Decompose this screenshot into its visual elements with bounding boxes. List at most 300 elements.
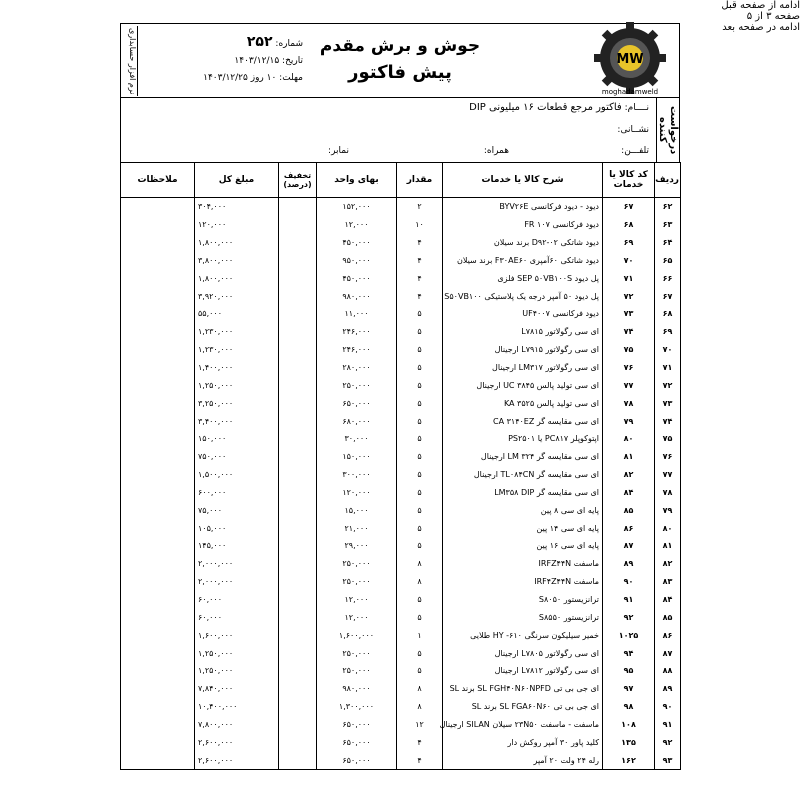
item-unit-price: ۲۵۰,۰۰۰ — [317, 376, 397, 394]
row-number: ۶۲ — [655, 198, 681, 216]
item-unit-price: ۲۵۰,۰۰۰ — [317, 662, 397, 680]
item-quantity: ۸ — [397, 680, 443, 698]
table-row — [121, 626, 681, 644]
item-discount — [279, 501, 317, 519]
item-discount — [279, 608, 317, 626]
item-code: ۹۴ — [603, 644, 655, 662]
item-unit-price: ۹۸۰,۰۰۰ — [317, 287, 397, 305]
item-description: دیود - دیود فرکانسی BYV۲۶E — [443, 198, 603, 216]
table-row — [121, 323, 681, 341]
item-discount — [279, 644, 317, 662]
item-unit-price: ۲۹,۰۰۰ — [317, 537, 397, 555]
item-quantity: ۱۰ — [397, 216, 443, 234]
item-notes — [121, 680, 195, 698]
item-unit-price: ۱۵۲,۰۰۰ — [317, 198, 397, 216]
item-total: ۲,۰۰۰,۰۰۰ — [195, 573, 279, 591]
item-description: ای سی تولید پالس UC ۳۸۴۵ ارجینال — [443, 376, 603, 394]
item-code: ۹۸ — [603, 698, 655, 716]
item-discount — [279, 573, 317, 591]
item-code: ۶۷ — [603, 198, 655, 216]
item-total: ۶۰۰,۰۰۰ — [195, 484, 279, 502]
item-code: ۷۸ — [603, 394, 655, 412]
table-row — [121, 341, 681, 359]
item-discount — [279, 269, 317, 287]
table-row — [121, 680, 681, 698]
row-number: ۷۹ — [655, 501, 681, 519]
item-discount — [279, 287, 317, 305]
item-notes — [121, 323, 195, 341]
table-row — [121, 555, 681, 573]
deadline-label: مهلت: — [279, 73, 303, 83]
item-discount — [279, 519, 317, 537]
company-logo — [581, 24, 679, 97]
item-code: ۹۵ — [603, 662, 655, 680]
item-total: ۱,۲۳۰,۰۰۰ — [195, 341, 279, 359]
item-code: ۸۲ — [603, 466, 655, 484]
item-notes — [121, 287, 195, 305]
item-code: ۹۷ — [603, 680, 655, 698]
item-description: ای سی مقایسه گر CA ۳۱۴۰EZ — [443, 412, 603, 430]
table-row — [121, 644, 681, 662]
item-description: پل دیود SEP ۵۰VB۱۰۰S فلزی — [443, 269, 603, 287]
invoice-meta — [143, 34, 303, 87]
item-unit-price: ۲۵۰,۰۰۰ — [317, 555, 397, 573]
item-total: ۳,۸۰۰,۰۰۰ — [195, 252, 279, 270]
buyer-section — [120, 97, 680, 163]
item-unit-price: ۲۱,۰۰۰ — [317, 519, 397, 537]
item-unit-price: ۱۲۰,۰۰۰ — [317, 484, 397, 502]
item-notes — [121, 484, 195, 502]
item-total: ۷,۸۰۰,۰۰۰ — [195, 715, 279, 733]
item-discount — [279, 394, 317, 412]
item-code: ۱۰۲۵ — [603, 626, 655, 644]
item-discount — [279, 751, 317, 769]
item-description: اپتوکوپلر PC۸۱۷ یا PS۲۵۰۱ — [443, 430, 603, 448]
buyer-name-row — [469, 102, 649, 113]
row-number: ۷۵ — [655, 430, 681, 448]
item-quantity: ۵ — [397, 519, 443, 537]
table-row — [121, 733, 681, 751]
item-discount — [279, 359, 317, 377]
item-quantity: ۵ — [397, 412, 443, 430]
header-row-number: ردیف — [655, 163, 681, 198]
item-total: ۷,۸۴۰,۰۰۰ — [195, 680, 279, 698]
item-quantity: ۵ — [397, 359, 443, 377]
item-quantity: ۵ — [397, 394, 443, 412]
item-code: ۸۰ — [603, 430, 655, 448]
header-notes: ملاحظات — [121, 163, 195, 198]
item-total: ۳,۴۰۰,۰۰۰ — [195, 412, 279, 430]
item-code: ۹۲ — [603, 608, 655, 626]
item-notes — [121, 359, 195, 377]
item-total: ۳,۲۵۰,۰۰۰ — [195, 394, 279, 412]
item-unit-price: ۱۲,۰۰۰ — [317, 591, 397, 609]
invoice-header — [120, 23, 680, 98]
item-description: ای سی مقایسه گر LM ۳۲۴ ارجینال — [443, 448, 603, 466]
row-number: ۷۲ — [655, 376, 681, 394]
item-total: ۶۰,۰۰۰ — [195, 591, 279, 609]
item-quantity: ۱ — [397, 626, 443, 644]
address-label: نشــانی: — [617, 125, 649, 135]
item-discount — [279, 466, 317, 484]
table-row — [121, 537, 681, 555]
item-notes — [121, 501, 195, 519]
item-discount — [279, 430, 317, 448]
item-notes — [121, 394, 195, 412]
item-unit-price: ۳۰,۰۰۰ — [317, 430, 397, 448]
item-code: ۸۶ — [603, 519, 655, 537]
item-total: ۱,۴۰۰,۰۰۰ — [195, 359, 279, 377]
item-unit-price: ۶۵۰,۰۰۰ — [317, 733, 397, 751]
item-description: ای سی تولید پالس KA ۳۵۲۵ — [443, 394, 603, 412]
item-total: ۱,۸۰۰,۰۰۰ — [195, 269, 279, 287]
row-number: ۶۴ — [655, 234, 681, 252]
row-number: ۸۹ — [655, 680, 681, 698]
item-quantity: ۴ — [397, 252, 443, 270]
number-label: شماره: — [275, 39, 303, 49]
item-discount — [279, 448, 317, 466]
row-number: ۹۲ — [655, 733, 681, 751]
item-discount — [279, 252, 317, 270]
item-quantity: ۵ — [397, 644, 443, 662]
item-code: ۷۲ — [603, 287, 655, 305]
item-code: ۶۹ — [603, 234, 655, 252]
buyer-name: فاکتور مرجع قطعات ۱۶ میلیونی DIP — [469, 102, 622, 113]
item-quantity: ۴ — [397, 733, 443, 751]
continued-next-label: ادامه در صفحه بعد — [722, 22, 800, 33]
item-unit-price: ۱۵,۰۰۰ — [317, 501, 397, 519]
fax-label: نمابر: — [328, 146, 349, 156]
item-unit-price: ۱۱,۰۰۰ — [317, 305, 397, 323]
items-table — [120, 162, 681, 770]
row-number: ۶۵ — [655, 252, 681, 270]
item-code: ۷۰ — [603, 252, 655, 270]
item-description: ای سی رگولاتور L۷۸۱۲ ارجینال — [443, 662, 603, 680]
fax-row — [328, 146, 349, 156]
item-notes — [121, 466, 195, 484]
item-notes — [121, 234, 195, 252]
item-quantity: ۵ — [397, 537, 443, 555]
row-number: ۸۲ — [655, 555, 681, 573]
row-number: ۶۷ — [655, 287, 681, 305]
item-total: ۵۵,۰۰۰ — [195, 305, 279, 323]
item-code: ۸۵ — [603, 501, 655, 519]
item-code: ۸۴ — [603, 484, 655, 502]
continued-from-label: ادامه از صفحه قبل — [721, 0, 800, 11]
item-total: ۱,۲۵۰,۰۰۰ — [195, 644, 279, 662]
page-number: صفحه ۳ از ۵ — [746, 11, 800, 22]
item-quantity: ۱۲ — [397, 715, 443, 733]
item-description: ای جی بی تی SL FGH۴۰N۶۰NPFD برند SL — [443, 680, 603, 698]
item-quantity: ۲ — [397, 198, 443, 216]
item-discount — [279, 537, 317, 555]
item-notes — [121, 698, 195, 716]
item-notes — [121, 555, 195, 573]
item-description: ای سی مقایسه گر LM۳۵۸ DIP — [443, 484, 603, 502]
row-number: ۷۴ — [655, 412, 681, 430]
item-notes — [121, 733, 195, 751]
item-notes — [121, 430, 195, 448]
item-code: ۷۱ — [603, 269, 655, 287]
item-description: ای سی رگولاتور L۷۸۰۵ ارجینال — [443, 644, 603, 662]
row-number: ۸۴ — [655, 591, 681, 609]
item-total: ۲,۶۰۰,۰۰۰ — [195, 751, 279, 769]
item-notes — [121, 376, 195, 394]
item-quantity: ۸ — [397, 573, 443, 591]
item-code: ۸۱ — [603, 448, 655, 466]
row-number: ۸۶ — [655, 626, 681, 644]
table-row — [121, 751, 681, 769]
header-quantity: مقدار — [397, 163, 443, 198]
item-description: دیود شاتکی D۹۲-۰۲ برند سیلان — [443, 234, 603, 252]
row-number: ۷۸ — [655, 484, 681, 502]
item-code: ۱۶۲ — [603, 751, 655, 769]
item-discount — [279, 555, 317, 573]
item-total: ۱,۲۵۰,۰۰۰ — [195, 376, 279, 394]
item-quantity: ۵ — [397, 448, 443, 466]
item-discount — [279, 662, 317, 680]
item-code: ۹۱ — [603, 591, 655, 609]
item-unit-price: ۲۵۰,۰۰۰ — [317, 644, 397, 662]
item-total: ۱۰۵,۰۰۰ — [195, 519, 279, 537]
table-row — [121, 519, 681, 537]
row-number: ۸۷ — [655, 644, 681, 662]
item-unit-price: ۹۸۰,۰۰۰ — [317, 680, 397, 698]
item-unit-price: ۱۲,۰۰۰ — [317, 216, 397, 234]
table-row — [121, 430, 681, 448]
item-unit-price: ۴۵۰,۰۰۰ — [317, 234, 397, 252]
item-description: ای جی بی تی SL FGA۶۰N۶۰ برند SL — [443, 698, 603, 716]
item-notes — [121, 715, 195, 733]
item-discount — [279, 198, 317, 216]
table-row — [121, 394, 681, 412]
item-discount — [279, 715, 317, 733]
header-discount: تخفیف (درصد) — [279, 163, 317, 198]
row-number: ۷۱ — [655, 359, 681, 377]
item-quantity: ۵ — [397, 376, 443, 394]
item-discount — [279, 305, 317, 323]
item-notes — [121, 305, 195, 323]
item-notes — [121, 198, 195, 216]
item-total: ۱,۲۵۰,۰۰۰ — [195, 662, 279, 680]
item-code: ۹۰ — [603, 573, 655, 591]
item-total: ۱,۵۰۰,۰۰۰ — [195, 466, 279, 484]
item-quantity: ۵ — [397, 484, 443, 502]
item-notes — [121, 573, 195, 591]
item-code: ۱۳۵ — [603, 733, 655, 751]
item-description: پایه ای سی ۱۶ پین — [443, 537, 603, 555]
document-title: پیش فاکتور — [348, 62, 452, 83]
item-notes — [121, 269, 195, 287]
item-discount — [279, 733, 317, 751]
table-row — [121, 573, 681, 591]
row-number: ۸۱ — [655, 537, 681, 555]
item-notes — [121, 448, 195, 466]
item-code: ۷۹ — [603, 412, 655, 430]
item-description: ای سی رگولاتور LM۳۱۷ ارجینال — [443, 359, 603, 377]
item-discount — [279, 234, 317, 252]
item-description: ماسفت IRF۴Z۴۴N — [443, 573, 603, 591]
item-description: ماسفت - ماسفت ۲۳N۵۰ سیلان SILAN ارجینال — [443, 715, 603, 733]
item-unit-price: ۶۸۰,۰۰۰ — [317, 412, 397, 430]
mobile-row — [484, 146, 509, 156]
invoice-number: ۲۵۲ — [246, 34, 273, 50]
table-row — [121, 234, 681, 252]
item-description: ماسفت IRFZ۴۴N — [443, 555, 603, 573]
item-unit-price: ۱۲,۰۰۰ — [317, 608, 397, 626]
row-number: ۹۳ — [655, 751, 681, 769]
item-unit-price: ۹۵۰,۰۰۰ — [317, 252, 397, 270]
item-total: ۱,۲۳۰,۰۰۰ — [195, 323, 279, 341]
row-number: ۷۶ — [655, 448, 681, 466]
item-discount — [279, 216, 317, 234]
table-row — [121, 359, 681, 377]
item-discount — [279, 626, 317, 644]
item-total: ۲,۰۰۰,۰۰۰ — [195, 555, 279, 573]
item-quantity: ۵ — [397, 591, 443, 609]
item-discount — [279, 323, 317, 341]
row-number: ۷۰ — [655, 341, 681, 359]
table-row — [121, 715, 681, 733]
row-number: ۸۰ — [655, 519, 681, 537]
item-code: ۱۰۸ — [603, 715, 655, 733]
row-number: ۶۸ — [655, 305, 681, 323]
item-unit-price: ۲۸۰,۰۰۰ — [317, 359, 397, 377]
item-notes — [121, 644, 195, 662]
item-unit-price: ۴۵۰,۰۰۰ — [317, 269, 397, 287]
item-quantity: ۵ — [397, 341, 443, 359]
table-row — [121, 466, 681, 484]
item-code: ۸۹ — [603, 555, 655, 573]
item-description: دیود فرکانسی UF۴۰۰۷ — [443, 305, 603, 323]
table-row — [121, 252, 681, 270]
item-total: ۳۰۴,۰۰۰ — [195, 198, 279, 216]
logo-text: MW — [616, 52, 644, 67]
item-notes — [121, 626, 195, 644]
item-unit-price: ۱۵۰,۰۰۰ — [317, 448, 397, 466]
header-unit-price: بهای واحد — [317, 163, 397, 198]
item-quantity: ۵ — [397, 501, 443, 519]
table-row — [121, 269, 681, 287]
item-code: ۷۵ — [603, 341, 655, 359]
logo-subtext: moghadamweld — [601, 88, 659, 96]
item-description: پایه ای سی ۸ پین — [443, 501, 603, 519]
item-description: خمیر سیلیکون سرنگی ۶۱۰- HY طلایی — [443, 626, 603, 644]
phone-row — [621, 146, 649, 156]
item-total: ۳,۹۲۰,۰۰۰ — [195, 287, 279, 305]
row-number: ۷۳ — [655, 394, 681, 412]
item-description: دیود فرکانسی FR ۱۰۷ — [443, 216, 603, 234]
item-total: ۲,۶۰۰,۰۰۰ — [195, 733, 279, 751]
item-total: ۱,۸۰۰,۰۰۰ — [195, 234, 279, 252]
item-code: ۷۶ — [603, 359, 655, 377]
item-unit-price: ۶۵۰,۰۰۰ — [317, 394, 397, 412]
item-total: ۱۴۵,۰۰۰ — [195, 537, 279, 555]
item-quantity: ۸ — [397, 555, 443, 573]
item-description: ترانزیستور S۸۵۵۰ — [443, 608, 603, 626]
row-number: ۷۷ — [655, 466, 681, 484]
item-discount — [279, 341, 317, 359]
item-description: ترانزیستور S۸۰۵۰ — [443, 591, 603, 609]
row-number: ۸۸ — [655, 662, 681, 680]
row-number: ۹۱ — [655, 715, 681, 733]
table-row — [121, 608, 681, 626]
table-row — [121, 484, 681, 502]
item-unit-price: ۲۴۶,۰۰۰ — [317, 341, 397, 359]
row-number: ۸۳ — [655, 573, 681, 591]
item-quantity: ۵ — [397, 305, 443, 323]
item-notes — [121, 519, 195, 537]
item-discount — [279, 412, 317, 430]
item-notes — [121, 751, 195, 769]
item-description: پل دیود ۵۰ آمپر درجه یک پلاستیکی S۵۰VB۱۰۰ — [443, 287, 603, 305]
buyer-side-title: درخواست کننده — [656, 98, 679, 162]
item-unit-price: ۶۵۰,۰۰۰ — [317, 751, 397, 769]
date-label: تاریخ: — [282, 56, 303, 66]
item-code: ۷۴ — [603, 323, 655, 341]
phone-label: تلفـــن: — [621, 146, 649, 156]
table-row — [121, 287, 681, 305]
address-row — [617, 125, 649, 135]
table-row — [121, 216, 681, 234]
mobile-label: همراه: — [483, 146, 509, 156]
item-description: ای سی رگولاتور L۷۹۱۵ ارجینال — [443, 341, 603, 359]
item-quantity: ۸ — [397, 698, 443, 716]
item-unit-price: ۱,۶۰۰,۰۰۰ — [317, 626, 397, 644]
item-total: ۱۰,۴۰۰,۰۰۰ — [195, 698, 279, 716]
table-row — [121, 448, 681, 466]
item-discount — [279, 591, 317, 609]
header-total: مبلغ کل — [195, 163, 279, 198]
item-quantity: ۴ — [397, 287, 443, 305]
table-row — [121, 305, 681, 323]
item-notes — [121, 591, 195, 609]
item-code: ۷۷ — [603, 376, 655, 394]
item-description: پایه ای سی ۱۴ پین — [443, 519, 603, 537]
table-row — [121, 591, 681, 609]
item-total: ۷۵,۰۰۰ — [195, 501, 279, 519]
item-description: دیود شاتکی ۶۰آمپری F۳۰AE۶۰ برند سیلان — [443, 252, 603, 270]
item-total: ۷۵۰,۰۰۰ — [195, 448, 279, 466]
item-quantity: ۵ — [397, 662, 443, 680]
item-total: ۶۰,۰۰۰ — [195, 608, 279, 626]
row-number: ۹۰ — [655, 698, 681, 716]
company-name: جوش و برش مقدم — [319, 36, 481, 56]
item-notes — [121, 537, 195, 555]
item-notes — [121, 608, 195, 626]
item-unit-price: ۲۵۰,۰۰۰ — [317, 573, 397, 591]
item-total: ۱۲۰,۰۰۰ — [195, 216, 279, 234]
item-description: رله ۲۴ ولت ۲۰ آمپر — [443, 751, 603, 769]
item-notes — [121, 662, 195, 680]
item-discount — [279, 698, 317, 716]
item-quantity: ۴ — [397, 751, 443, 769]
software-side-label: نرم افزار حسابداری — [123, 26, 138, 96]
row-number: ۶۳ — [655, 216, 681, 234]
row-number: ۶۹ — [655, 323, 681, 341]
item-description: ای سی مقایسه گر TL۰۸۴CN ارجینال — [443, 466, 603, 484]
item-quantity: ۵ — [397, 430, 443, 448]
item-description: کلید پاور ۳۰ آمپر روکش دار — [443, 733, 603, 751]
invoice-date: ۱۴۰۳/۱۲/۱۵ — [234, 56, 280, 66]
item-unit-price: ۶۵۰,۰۰۰ — [317, 715, 397, 733]
item-unit-price: ۲۴۶,۰۰۰ — [317, 323, 397, 341]
item-code: ۸۷ — [603, 537, 655, 555]
table-row — [121, 376, 681, 394]
table-header-row — [121, 163, 681, 198]
item-quantity: ۵ — [397, 608, 443, 626]
item-description: ای سی رگولاتور L۷۸۱۵ — [443, 323, 603, 341]
